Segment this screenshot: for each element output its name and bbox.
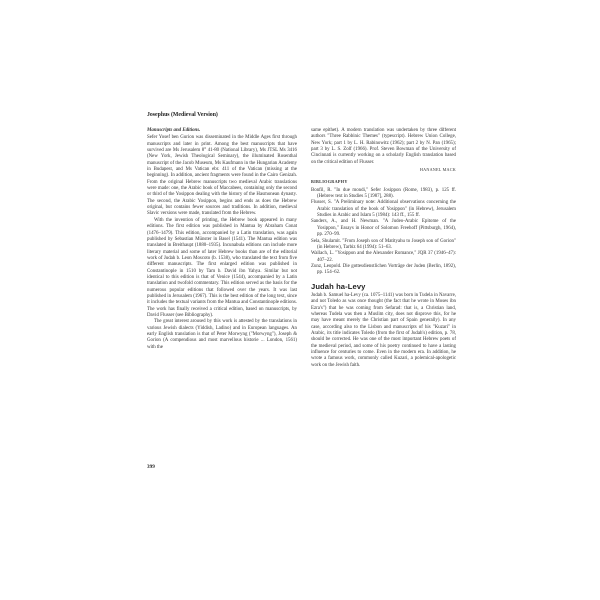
paragraph: With the invention of printing, the Hebrew book appeared in many editions. The first edition was published in Mantua by Abraham Conat (1476–1479). This edition, accompanied by a Latin translation, was again published by Sebastian Münster in Basel (1541). The Mantua edition was translated in Breithaupt (1880–1935). Incunabula editions can include more literary material and some of later Hebrew books than are of the editorial work of Judah b. Leon Moscoto (b. 1538), who translated the text from five different manuscripts. The first enlarged edition was published in Constantinople in 1510 by Tam b. David ibn Yahya. Similar but not identical to this edition is that of Venice (1544), accompanied by a Latin translation and twofold commentary. This edition served as the basis for the numerous popular editions that followed over the years. It was last published in Jerusalem (1967). This is the best edition of the long text, since it includes the textual variants from the Mantua and Constantinople editions. The work has finally received a critical edition, based on manuscripts, by David Flusser (see Bibliography).	[147, 217, 297, 318]
continuation-paragraph: same epithet). A modern translation was undertaken by three different authors "Three Rabbinic Themes" (typescript). Hebrew Union College, New York; part 1 by L. H. Rabinowitz (1962); part 2 by N. Pan (1965); part 3 by L. S. Zolf (1966). Prof. Steven Bowman of the University of Cincinnati is currently working on a scholarly English translation based on the critical edition of Flusser.	[311, 128, 456, 165]
bibliography-entry: Wallach, L. "Yosippon and the Alexander Romance," JQR 37 (1946–47): 407–22.	[311, 251, 456, 263]
article-body: Judah b. Samuel ha-Levy (ca. 1075–1141) was born in Tudela in Navarre, and not Toledo as was once thought (the fact that he wrote in Moses ibn Ezra's") that he was coming from Sefarad: that is, a Christian land, whereas Tudela was then a Muslim city, does not disprove this, for he may have meant merely the Christian part of Spain generally). In any case, according also to the Lisbon and manuscripts of his "Kuzari" in Arabic, its title indicates Toledo (from the first of Judah's) edition, p. 78, should be corrected. He was one of the most important Hebrew poets of the medieval period, and some of his poetry continued to have a lasting influence for centuries to come. Even in the modern era. In addition, he wrote a famous work, commonly called Kuzari, a polemical-apologetic work on the Jewish faith.	[311, 292, 456, 368]
section-heading: Manuscripts and Editions.	[147, 128, 201, 133]
running-header: Josephus (Medieval Version)	[147, 112, 218, 118]
bibliography-entry: Flusser, S. "A Preliminary note: Additional observations concerning the Arabic translation of the book of Yosippon" (in Hebrew), Jerusalem Studies in Arabic and Islam 5 (1984): 143 ff., 155 ff.	[311, 200, 456, 219]
paragraph: Sefer Yosef ben Gurion was disseminated in the Middle Ages first through manuscripts and later in print. Among the best manuscripts that have survived are Ms Jerusalem 8° 41-80 (National Library), Ms JTSL Ms 3416 (New York, Jewish Theological Seminary), the illuminated Rosenthal manuscript of the Jacob Museum, Ms Kaufmann in the Hungarian Academy in Budapest, and Ms Vatican ebr. 411 of the Vatican (missing at the beginning). In addition, ancient fragments were found in the Cairo Genizah. From the original Hebrew manuscripts two medieval Arabic translations were made: one, the Arabic book of Maccabees, containing only the second or third of the Yosippon dealing with the history of the Hasmonean dynasty. The second, the Arabic Yosippon, begins and ends as does the Hebrew original, but contains fewer sources and traditions. In addition, medieval Slavic versions were made, translated from the Hebrew.	[147, 135, 297, 217]
author-signature: HANANEL MACK	[419, 167, 456, 173]
bibliography-entry: Bonfil, R. "In due mondi," Sefer Josippon (Rome, 1983), p. 125 ff. (Hebrew text in Studies 5 [1987], 288).	[311, 187, 456, 200]
bibliography-entry: Sanders, A., and H. Newman. "A Judeo-Arabic Epitome of the Yosippon," Essays in Honor of Solomon Freehoff (Pittsburgh, 1964), pp. 270–99.	[311, 219, 456, 238]
page-number: 399	[147, 464, 155, 470]
bibliography-entry: Sela, Shulamit. "From Joseph son of Matityahu to Joseph son of Gorion" (in Hebrew), Tarbiz 64 (1994): 51–63.	[311, 238, 456, 250]
bibliography-entry: Zunz, Leopold. Die gottesdienstlichen Vorträge der Juden (Berlin, 1892), pp. 154–62.	[311, 263, 456, 276]
bibliography-heading: BIBLIOGRAPHY	[311, 179, 348, 185]
left-column	[147, 128, 297, 351]
article-title: Judah ha-Levy	[311, 281, 366, 291]
right-column	[311, 128, 456, 369]
paragraph: The great interest aroused by this work is attested by the translations in various Jewish dialects (Yiddish, Ladino) and in European languages. An early English translation is that of Peter Morwyng ("Morwyng"), Joseph & Gorion (A compendious and most marvellous historie ... London, 1561) with the	[147, 319, 297, 350]
